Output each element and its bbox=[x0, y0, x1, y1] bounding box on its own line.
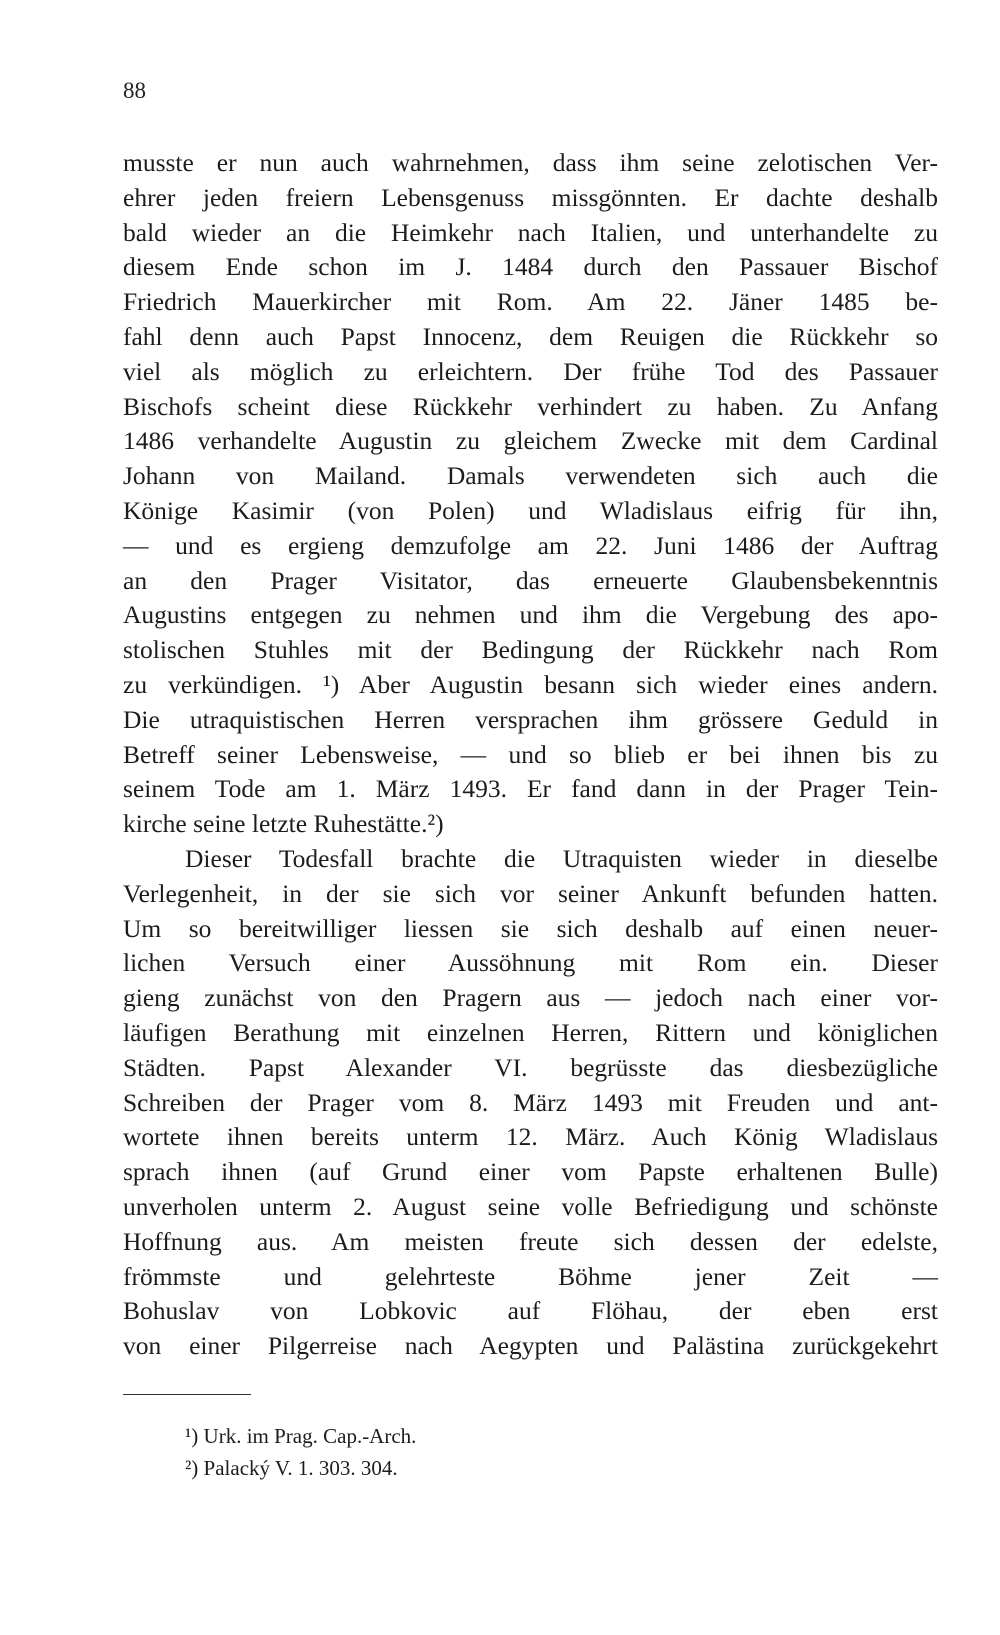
text-line: 1486 verhandelte Augustin zu gleichem Zwecke mit dem Cardinal bbox=[123, 426, 938, 456]
text-line: Schreiben der Prager vom 8. März 1493 mit Freuden und ant- bbox=[123, 1087, 938, 1117]
text-line: fahl denn auch Papst Innocenz, dem Reuigen die Rückkehr so bbox=[123, 321, 938, 351]
text-line: ehrer jeden freiern Lebensgenuss missgönnten. Er dachte deshalb bbox=[123, 182, 938, 212]
text-line: diesem Ende schon im J. 1484 durch den Passauer Bischof bbox=[123, 252, 938, 282]
paragraph-end-line: kirche seine letzte Ruhestätte.²) bbox=[123, 809, 444, 839]
text-line: seinem Tode am 1. März 1493. Er fand dann in der Prager Tein- bbox=[123, 774, 938, 804]
text-line: — und es ergieng demzufolge am 22. Juni 1486 der Auftrag bbox=[123, 530, 938, 560]
text-line: Die utraquistischen Herren versprachen ihm grössere Geduld in bbox=[123, 704, 938, 734]
text-line: frömmste und gelehrteste Böhme jener Zeit — bbox=[123, 1261, 938, 1291]
text-line: zu verkündigen. ¹) Aber Augustin besann sich wieder eines andern. bbox=[123, 669, 938, 699]
text-line: bald wieder an die Heimkehr nach Italien, und unterhandelte zu bbox=[123, 217, 938, 247]
footnote-divider bbox=[123, 1394, 251, 1395]
text-line: lichen Versuch einer Aussöhnung mit Rom ein. Dieser bbox=[123, 948, 938, 978]
footnote: ²) Palacký V. 1. 303. 304. bbox=[185, 1456, 398, 1480]
footnote: ¹) Urk. im Prag. Cap.-Arch. bbox=[185, 1424, 417, 1448]
text-line: musste er nun auch wahrnehmen, dass ihm seine zelotischen Ver- bbox=[123, 148, 938, 177]
text-line: Betreff seiner Lebensweise, — und so blieb er bei ihnen bis zu bbox=[123, 739, 938, 769]
text-line: stolischen Stuhles mit der Bedingung der Rückkehr nach Rom bbox=[123, 635, 938, 665]
text-line: Johann von Mailand. Damals verwendeten sich auch die bbox=[123, 461, 938, 491]
text-line: sprach ihnen (auf Grund einer vom Papste erhaltenen Bulle) bbox=[123, 1157, 938, 1187]
page-number: 88 bbox=[123, 78, 146, 103]
text-line: Städten. Papst Alexander VI. begrüsste das diesbezügliche bbox=[123, 1052, 938, 1082]
text-line: wortete ihnen bereits unterm 12. März. Auch König Wladislaus bbox=[123, 1122, 938, 1152]
text-line: läufigen Berathung mit einzelnen Herren, Rittern und königlichen bbox=[123, 1017, 938, 1047]
text-line: Verlegenheit, in der sie sich vor seiner Ankunft befunden hatten. bbox=[123, 878, 938, 908]
text-line: unverholen unterm 2. August seine volle Befriedigung und schönste bbox=[123, 1191, 938, 1221]
text-line: Bischofs scheint diese Rückkehr verhindert zu haben. Zu Anfang bbox=[123, 391, 938, 421]
paragraph-start-line: Dieser Todesfall brachte die Utraquisten wieder in dieselbe bbox=[185, 843, 938, 873]
body-text bbox=[123, 146, 938, 1364]
text-line: Hoffnung aus. Am meisten freute sich dessen der edelste, bbox=[123, 1226, 938, 1256]
text-line: viel als möglich zu erleichtern. Der frühe Tod des Passauer bbox=[123, 356, 938, 386]
text-line: Friedrich Mauerkircher mit Rom. Am 22. Jäner 1485 be- bbox=[123, 287, 938, 317]
text-line: Könige Kasimir (von Polen) und Wladislaus eifrig für ihn, bbox=[123, 495, 938, 525]
text-line: von einer Pilgerreise nach Aegypten und Palästina zurückgekehrt bbox=[123, 1331, 938, 1361]
text-line: Um so bereitwilliger liessen sie sich deshalb auf einen neuer- bbox=[123, 913, 938, 943]
text-line: Augustins entgegen zu nehmen und ihm die Vergebung des apo- bbox=[123, 600, 938, 630]
footnotes bbox=[185, 1420, 785, 1484]
text-line: gieng zunächst von den Pragern aus — jedoch nach einer vor- bbox=[123, 983, 938, 1013]
text-line: Bohuslav von Lobkovic auf Flöhau, der eben erst bbox=[123, 1296, 938, 1326]
text-line: an den Prager Visitator, das erneuerte Glaubensbekenntnis bbox=[123, 565, 938, 595]
